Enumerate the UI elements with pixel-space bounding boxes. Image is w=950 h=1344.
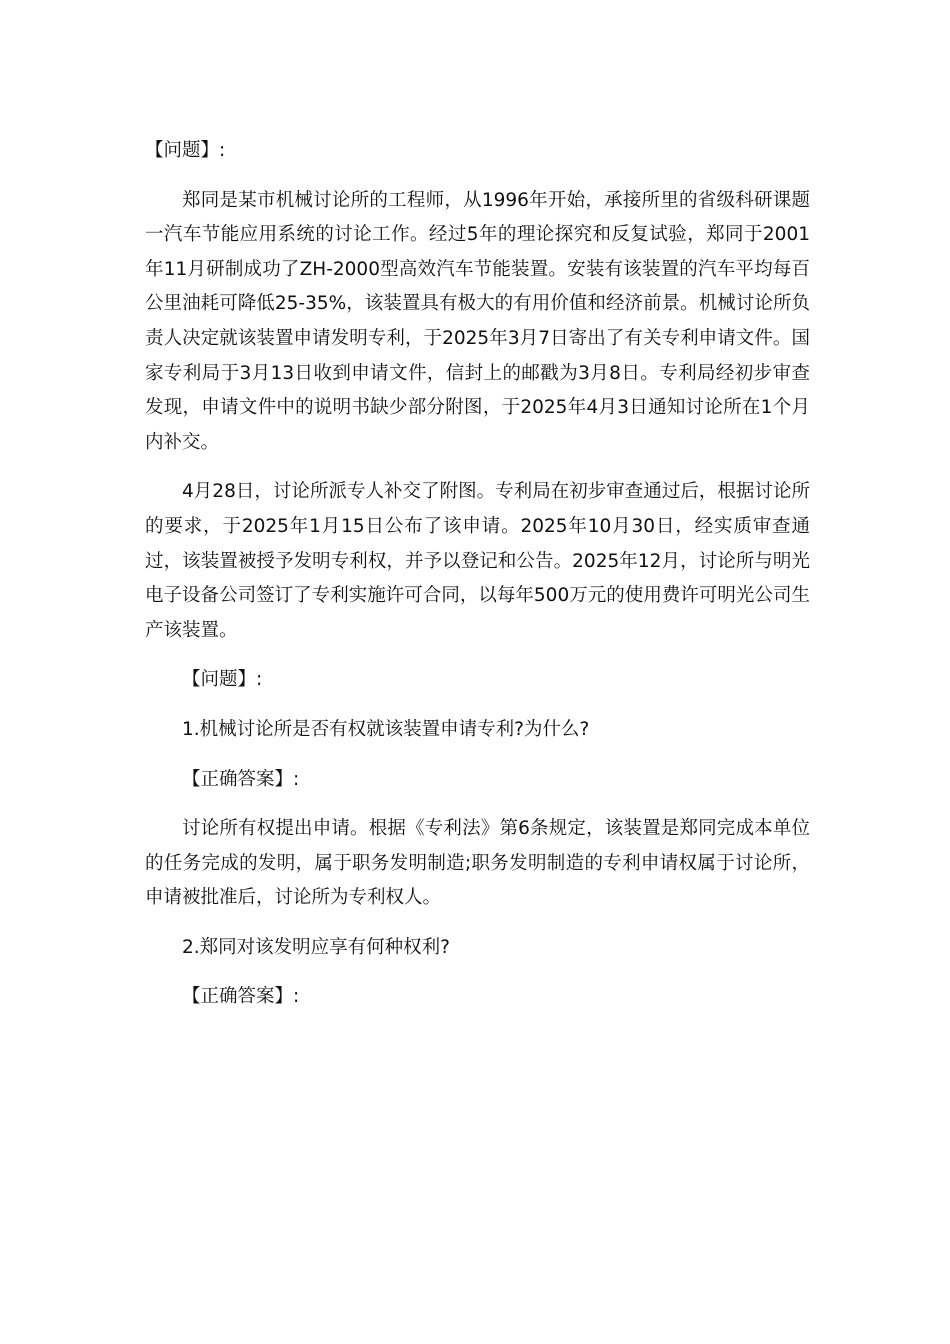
answer-heading-2: 【正确答案】: (182, 986, 300, 1008)
case-paragraph-1: 郑同是某市机械讨论所的工程师，从1996年开始，承接所里的省级科研课题一汽车节能应用系统的讨论工作。经过5年的理论探究和反复试验，郑同于2001年11月研制成功了ZH-2000型高效汽车节能装置。安装有该装置的汽车平均每百公里油耗可降低25-35%，该装置具有极大的有用价值和经济前景。机械讨论所负责人决定就该装置申请发明专利，于2025年3月7日寄出了有关专利申请文件。国家专利局于3月13日收到申请文件，信封上的邮戳为3月8日。专利局经初步审查发现，申请文件中的说明书缺少部分附图，于2025年4月3日通知讨论所在1个月内补交。 (145, 189, 810, 453)
question-1: 1.机械讨论所是否有权就该装置申请专利?为什么? (182, 718, 590, 740)
answer-1: 讨论所有权提出申请。根据《专利法》第6条规定，该装置是郑同完成本单位的任务完成的发明，属于职务发明制造;职务发明制造的专利申请权属于讨论所，申请被批准后，讨论所为专利权人。 (145, 818, 810, 909)
question-2: 2.郑同对该发明应享有何种权利? (182, 936, 450, 958)
answer-heading-1: 【正确答案】: (182, 768, 300, 790)
questions-heading: 【问题】: (182, 669, 263, 691)
document-body (145, 134, 810, 1030)
question-heading: 【问题】: (145, 140, 226, 161)
case-paragraph-2: 4月28日，讨论所派专人补交了附图。专利局在初步审查通过后，根据讨论所的要求，于2025年1月15日公布了该申请。2025年10月30日，经实质审查通过，该装置被授予发明专利权，并予以登记和公告。2025年12月，讨论所与明光电子设备公司签订了专利实施许可合同，以每年500万元的使用费许可明光公司生产该装置。 (145, 481, 810, 641)
